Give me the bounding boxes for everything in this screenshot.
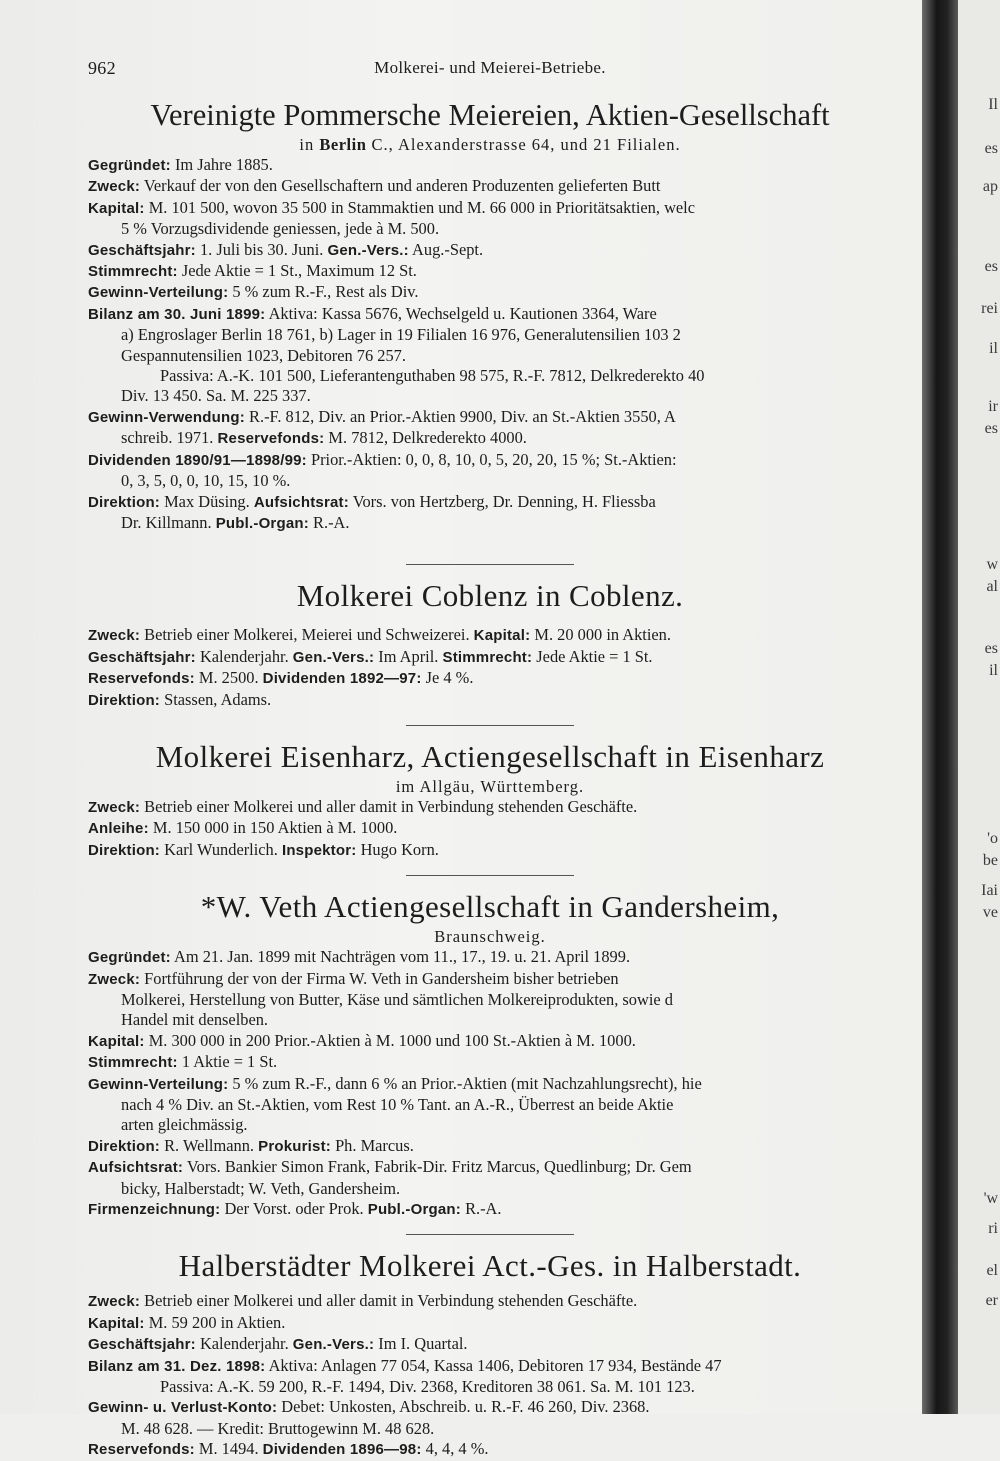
entry-line	[88, 1334, 892, 1355]
field-value: Dr. Killmann.	[121, 512, 216, 532]
entry-line	[88, 647, 892, 668]
field-key: Dividenden 1896—98:	[262, 1441, 422, 1459]
field-value: Div. 13 450. Sa. M. 225 337.	[121, 386, 311, 406]
field-value: Karl Wunderlich.	[160, 839, 282, 859]
location-address: C., Alexanderstrasse 64, und 21 Filialen.	[366, 135, 681, 154]
entry-line	[88, 1291, 892, 1312]
next-page-text-fragment: ir	[988, 398, 998, 415]
next-page-text-fragment: rei	[981, 300, 998, 317]
field-value: arten gleichmässig.	[121, 1115, 248, 1135]
field-value: Debet: Unkosten, Abschreib. u. R.-F. 46 260, Div. 2368.	[277, 1397, 650, 1417]
field-value: 5 % Vorzugsdividende geniessen, jede à M. 500.	[121, 219, 440, 239]
field-key: Firmenzeichnung:	[88, 1201, 221, 1219]
entry-lines	[88, 1291, 892, 1460]
field-value: R.-F. 812, Div. an Prior.-Aktien 9900, Div. an St.-Aktien 3550, A	[244, 406, 676, 426]
entry-line	[88, 1074, 892, 1095]
field-key: Zweck:	[88, 798, 141, 816]
location-prefix: in	[299, 135, 320, 154]
section-divider	[406, 564, 574, 565]
field-key: Direktion:	[88, 493, 161, 511]
next-page-text-fragment: es	[984, 140, 998, 157]
field-key: Inspektor:	[281, 841, 357, 859]
entry-line	[88, 240, 892, 261]
next-page-text-fragment: 'w	[983, 1190, 998, 1207]
field-key: Zweck:	[88, 1293, 141, 1311]
field-value: Jede Aktie = 1 St.	[532, 646, 653, 666]
next-page-text-fragment: ri	[988, 1220, 998, 1237]
next-page-text-fragment: Iai	[981, 882, 998, 899]
next-page-text-fragment: be	[982, 852, 998, 869]
next-page-text-fragment: es	[984, 420, 998, 437]
next-page-edge	[958, 0, 1000, 1414]
section-divider	[406, 875, 574, 876]
entry-line	[88, 690, 892, 711]
field-value: M. 150 000 in 150 Aktien à M. 1000.	[148, 818, 398, 838]
entry-line	[88, 155, 892, 176]
entry-line	[88, 219, 892, 239]
section-divider	[406, 725, 574, 726]
field-value: Aktiva: Kassa 5676, Wechselgeld u. Kautionen 3364, Ware	[265, 303, 657, 323]
next-page-text-fragment: al	[986, 578, 998, 595]
entry-line	[88, 407, 892, 428]
field-value: Aug.-Sept.	[408, 239, 484, 259]
entry-line	[88, 1010, 892, 1030]
field-value: Molkerei, Herstellung von Butter, Käse und sämtlichen Molkereiprodukten, sowie d	[121, 989, 673, 1009]
field-key: Zweck:	[88, 178, 141, 196]
entry-line	[88, 1356, 892, 1377]
next-page-text-fragment: es	[984, 258, 998, 275]
entry-line	[88, 428, 892, 449]
field-key: Kapital:	[88, 199, 145, 217]
field-value: 0, 3, 5, 0, 0, 10, 15, 10 %.	[121, 471, 291, 491]
field-value: bicky, Halberstadt; W. Veth, Gandersheim.	[121, 1178, 401, 1198]
entry-line	[88, 818, 892, 839]
next-page-text-fragment: w	[986, 556, 998, 573]
entry-line	[88, 450, 892, 471]
field-value: M. 1494.	[194, 1439, 263, 1459]
field-key: Gen.-Vers.:	[292, 648, 375, 666]
field-value: Verkauf der von den Gesellschaftern und anderen Produzenten gelieferten Butt	[140, 176, 661, 196]
field-value: a) Engroslager Berlin 18 761, b) Lager in 19 Filialen 16 976, Generalutensilien 103 2	[121, 325, 681, 345]
entry-line	[88, 346, 892, 366]
entry-lines	[88, 797, 892, 861]
field-value: M. 2500.	[194, 668, 263, 688]
entry-line	[88, 471, 892, 491]
field-value: M. 7812, Delkrederekto 4000.	[324, 428, 527, 448]
field-value: R.-A.	[308, 512, 350, 532]
entry-line	[88, 969, 892, 990]
field-key: Stimmrecht:	[442, 648, 533, 666]
entry-location	[88, 134, 892, 155]
field-key: Dividenden 1892—97:	[262, 670, 422, 688]
field-value: 4, 4, 4 %.	[421, 1439, 489, 1459]
field-value: Vors. von Hertzberg, Dr. Denning, H. Fliessba	[348, 491, 656, 511]
entry-lines	[88, 947, 892, 1220]
field-key: Gen.-Vers.:	[327, 241, 409, 259]
entry-line	[88, 1052, 892, 1073]
field-key: Kapital:	[473, 627, 531, 645]
entry-line	[88, 797, 892, 818]
field-value: 5 % zum R.-F., Rest als Div.	[228, 282, 419, 302]
entry-line	[88, 625, 892, 646]
field-value: Im I. Quartal.	[374, 1334, 468, 1354]
entry-line	[88, 176, 892, 197]
field-key: Gen.-Vers.:	[292, 1336, 375, 1354]
field-value: Am 21. Jan. 1899 mit Nachträgen vom 11., 17., 19. u. 21. April 1899.	[170, 947, 631, 967]
entry-line	[88, 1179, 892, 1199]
entry-line	[88, 947, 892, 968]
field-value: Vors. Bankier Simon Frank, Fabrik-Dir. Fritz Marcus, Quedlinburg; Dr. Gem	[183, 1157, 692, 1177]
next-page-text-fragment: 'o	[987, 830, 998, 847]
field-value: M. 48 628. — Kredit: Bruttogewinn M. 48 628.	[121, 1418, 435, 1438]
entry-title: Vereinigte Pommersche Meiereien, Aktien-Gesellschaft	[150, 98, 830, 132]
field-value: Gespannutensilien 1023, Debitoren 76 257.	[121, 345, 406, 365]
field-value: Stassen, Adams.	[160, 689, 272, 709]
entry-line	[88, 1095, 892, 1115]
entry-halberstaedter-molkerei	[88, 1247, 892, 1460]
entry-line	[88, 840, 892, 861]
entry-line	[88, 1313, 892, 1334]
field-value: 1 Aktie = 1 St.	[177, 1052, 278, 1072]
field-value: Passiva: A.-K. 59 200, R.-F. 1494, Div. 2368, Kreditoren 38 061. Sa. M. 101 123.	[160, 1377, 695, 1397]
field-value: Max Düsing.	[160, 491, 254, 511]
field-value: Prior.-Aktien: 0, 0, 8, 10, 0, 5, 20, 20, 15 %; St.-Aktien:	[306, 449, 677, 469]
field-value: R.-A.	[460, 1199, 502, 1219]
field-value: Handel mit denselben.	[121, 1010, 269, 1030]
field-value: schreib. 1971.	[121, 428, 218, 448]
field-key: Gegründet:	[88, 157, 171, 174]
entry-line	[88, 1031, 892, 1052]
field-key: Bilanz am 31. Dez. 1898:	[88, 1357, 266, 1375]
next-page-text-fragment: es	[984, 640, 998, 657]
entry-lines	[88, 155, 892, 534]
field-value: Der Vorst. oder Prok.	[220, 1199, 368, 1219]
field-key: Gewinn-Verteilung:	[88, 284, 229, 302]
entry-location: im Allgäu, Württemberg.	[395, 776, 585, 796]
field-key: Zweck:	[88, 970, 141, 988]
entry-line	[88, 513, 892, 534]
field-key: Dividenden 1890/91—1898/99:	[88, 451, 307, 469]
entry-location: Braunschweig.	[434, 927, 546, 947]
field-key: Stimmrecht:	[88, 263, 178, 281]
field-value: Betrieb einer Molkerei und aller damit in Verbindung stehenden Geschäfte.	[140, 796, 638, 816]
entry-title: *W. Veth Actiengesellschaft in Gandersheim,	[200, 889, 780, 925]
entry-line	[88, 1439, 892, 1460]
page-content	[88, 58, 892, 1461]
entry-vereinigte-pommersche	[88, 96, 892, 534]
field-key: Gegründet:	[88, 949, 171, 967]
field-key: Reservefonds:	[88, 670, 195, 688]
field-value: M. 59 200 in Aktien.	[144, 1312, 286, 1332]
next-page-text-fragment: el	[986, 1262, 998, 1279]
field-value: 5 % zum R.-F., dann 6 % an Prior.-Aktien (mit Nachzahlungsrecht), hie	[228, 1073, 702, 1093]
field-value: Kalenderjahr.	[195, 646, 293, 666]
next-page-text-fragment: ve	[982, 904, 998, 921]
entry-title: Halberstädter Molkerei Act.-Ges. in Halberstadt.	[178, 1248, 802, 1284]
entry-line	[88, 261, 892, 282]
field-key: Gewinn- u. Verlust-Konto:	[88, 1399, 278, 1417]
field-value: Fortführung der von der Firma W. Veth in Gandersheim bisher betrieben	[140, 968, 619, 988]
field-key: Publ.-Organ:	[215, 514, 309, 532]
next-page-text-fragment: il	[989, 662, 998, 679]
entry-line	[88, 198, 892, 219]
field-key: Aufsichtsrat:	[253, 493, 349, 511]
entry-molkerei-eisenharz	[88, 738, 892, 861]
entry-lines	[88, 625, 892, 711]
field-value: Hugo Korn.	[356, 839, 439, 859]
field-key: Prokurist:	[258, 1137, 331, 1155]
section-divider	[406, 1234, 574, 1235]
field-value: M. 300 000 in 200 Prior.-Aktien à M. 1000 und 100 St.-Aktien à M. 1000.	[144, 1030, 636, 1050]
entry-veth-gandersheim	[88, 888, 892, 1220]
entry-line	[88, 1397, 892, 1418]
field-key: Stimmrecht:	[88, 1054, 178, 1072]
field-value: nach 4 % Div. an St.-Aktien, vom Rest 10 % Tant. an A.-R., Überrest an beide Aktie	[121, 1095, 674, 1114]
entry-line	[88, 1377, 892, 1397]
field-value: Betrieb einer Molkerei und aller damit in Verbindung stehenden Geschäfte.	[140, 1291, 638, 1311]
next-page-text-fragment: ap	[982, 178, 998, 195]
location-city: Berlin	[319, 135, 367, 154]
entry-title: Molkerei Coblenz in Coblenz.	[296, 578, 684, 614]
entry-line	[88, 668, 892, 689]
field-key: Anleihe:	[88, 820, 149, 838]
entry-line	[88, 1136, 892, 1157]
field-key: Zweck:	[88, 627, 141, 645]
page-header	[88, 58, 892, 84]
field-key: Direktion:	[88, 691, 161, 709]
next-page-text-fragment: il	[989, 340, 998, 357]
next-page-text-fragment: er	[985, 1292, 998, 1309]
field-key: Bilanz am 30. Juni 1899:	[88, 305, 266, 323]
entry-line	[88, 1157, 892, 1178]
field-key: Direktion:	[88, 1137, 161, 1155]
field-value: M. 101 500, wovon 35 500 in Stammaktien und M. 66 000 in Prioritätsaktien, welc	[144, 197, 696, 217]
field-value: Je 4 %.	[421, 668, 474, 688]
book-binding-shadow	[922, 0, 958, 1414]
field-key: Geschäftsjahr:	[88, 241, 196, 259]
field-value: 1. Juli bis 30. Juni.	[195, 239, 328, 259]
entry-line	[88, 282, 892, 303]
entry-line	[88, 990, 892, 1010]
field-value: Im Jahre 1885.	[170, 155, 273, 174]
field-key: Reservefonds:	[217, 430, 325, 448]
running-head: Molkerei- und Meierei-Betriebe.	[374, 58, 606, 77]
field-value: Im April.	[374, 646, 443, 666]
field-key: Gewinn-Verwendung:	[88, 408, 245, 426]
field-key: Kapital:	[88, 1032, 145, 1050]
entry-line	[88, 304, 892, 325]
field-key: Gewinn-Verteilung:	[88, 1075, 229, 1093]
next-page-text-fragment: Il	[988, 96, 998, 113]
page-number: 962	[88, 58, 116, 78]
field-value: Betrieb einer Molkerei, Meierei und Schweizerei.	[140, 625, 474, 645]
entry-molkerei-coblenz	[88, 577, 892, 711]
field-key: Aufsichtsrat:	[88, 1159, 184, 1177]
field-value: R. Wellmann.	[160, 1135, 259, 1155]
field-value: M. 20 000 in Aktien.	[530, 625, 671, 645]
entry-line	[88, 1199, 892, 1220]
entry-line	[88, 492, 892, 513]
field-key: Publ.-Organ:	[367, 1201, 461, 1219]
field-key: Geschäftsjahr:	[88, 648, 196, 666]
field-value: Passiva: A.-K. 101 500, Lieferantenguthaben 98 575, R.-F. 7812, Delkrederekto 40	[160, 366, 705, 386]
field-key: Direktion:	[88, 841, 161, 859]
entry-line	[88, 325, 892, 345]
entry-line	[88, 386, 892, 406]
entry-line	[88, 366, 892, 386]
entry-title: Molkerei Eisenharz, Actiengesellschaft in Eisenharz	[155, 738, 825, 774]
field-value: Jede Aktie = 1 St., Maximum 12 St.	[177, 261, 417, 281]
entry-line	[88, 1115, 892, 1135]
field-key: Reservefonds:	[88, 1441, 195, 1459]
field-value: Kalenderjahr.	[195, 1334, 293, 1354]
field-key: Geschäftsjahr:	[88, 1336, 196, 1354]
field-value: Ph. Marcus.	[330, 1135, 414, 1155]
entry-line	[88, 1419, 892, 1439]
field-key: Kapital:	[88, 1314, 145, 1332]
field-value: Aktiva: Anlagen 77 054, Kassa 1406, Debitoren 17 934, Bestände 47	[265, 1355, 722, 1375]
